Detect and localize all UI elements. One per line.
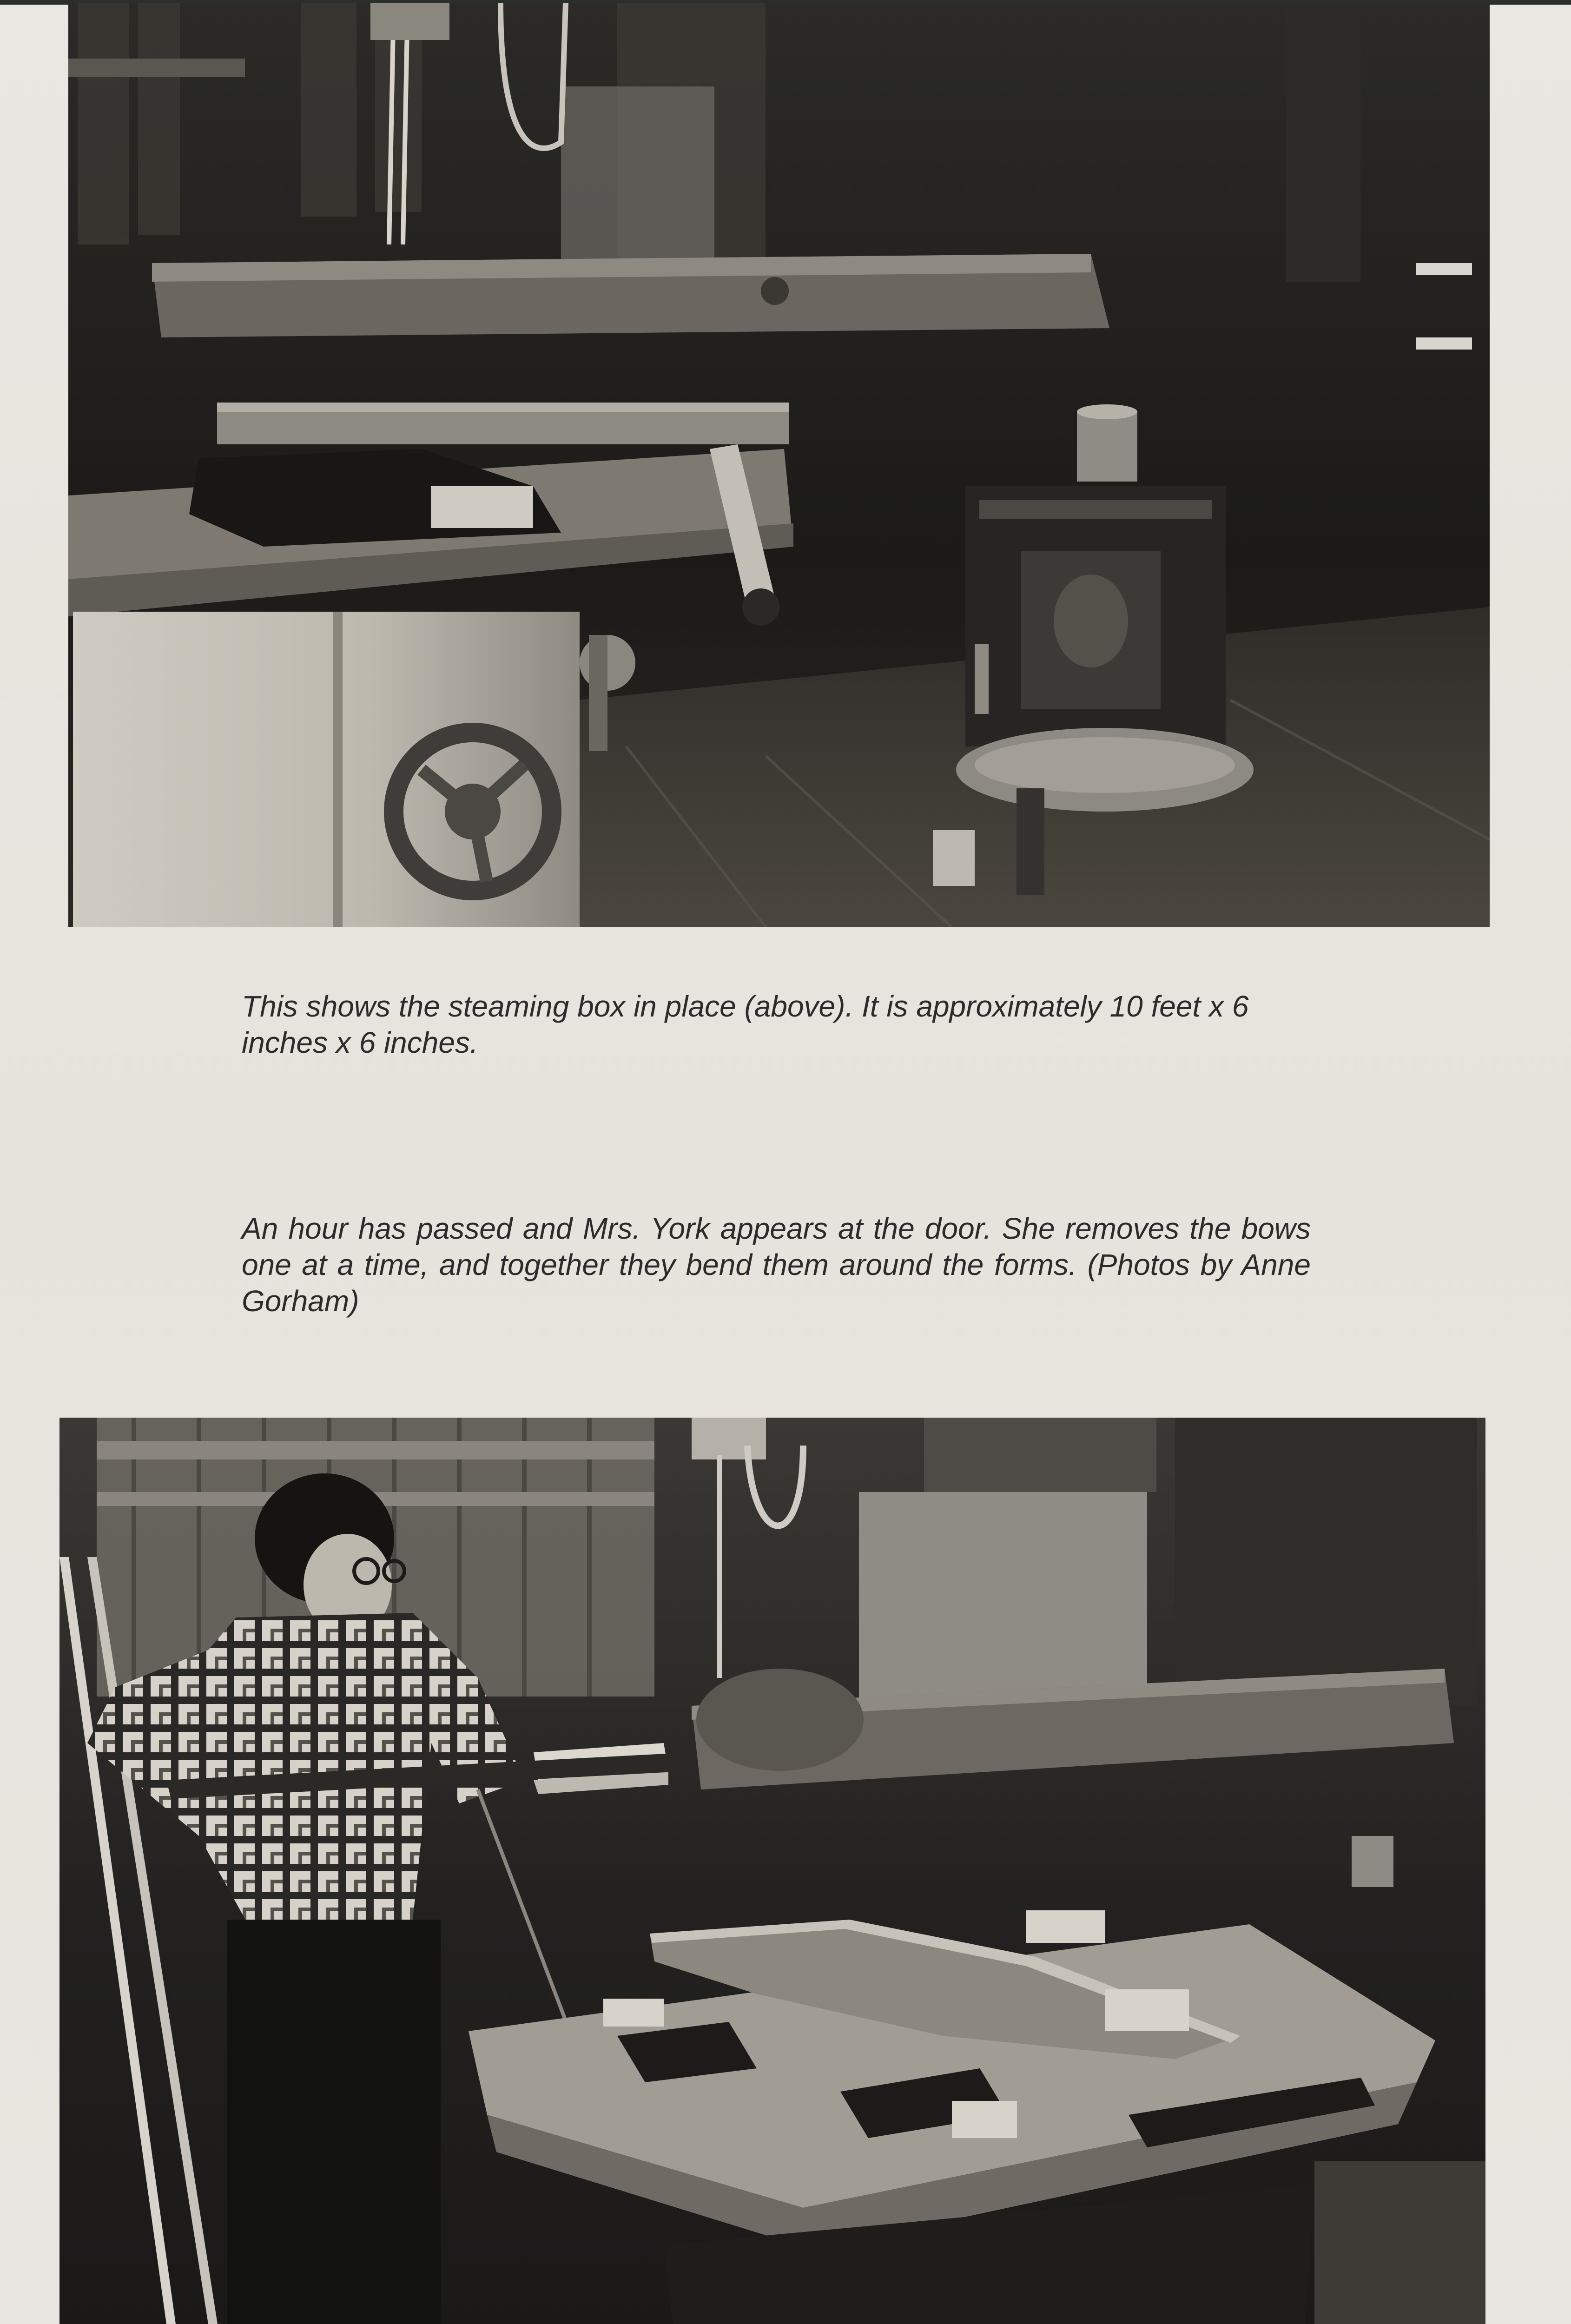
photo-steaming-box	[68, 3, 1490, 927]
photo-bending-bows-image	[59, 1418, 1485, 2324]
photo-steaming-box-image	[68, 3, 1490, 927]
caption-bending-bows: An hour has passed and Mrs. York appears at the door. She removes the bows one at a time, and together they bend them around the forms. (Photos by Anne Gorham)	[242, 1212, 1311, 1318]
caption-steaming-box: This shows the steaming box in place (above). It is approximately 10 feet x 6 inches x 6 inches.	[242, 990, 1249, 1059]
photo-bending-bows	[59, 1418, 1485, 2324]
